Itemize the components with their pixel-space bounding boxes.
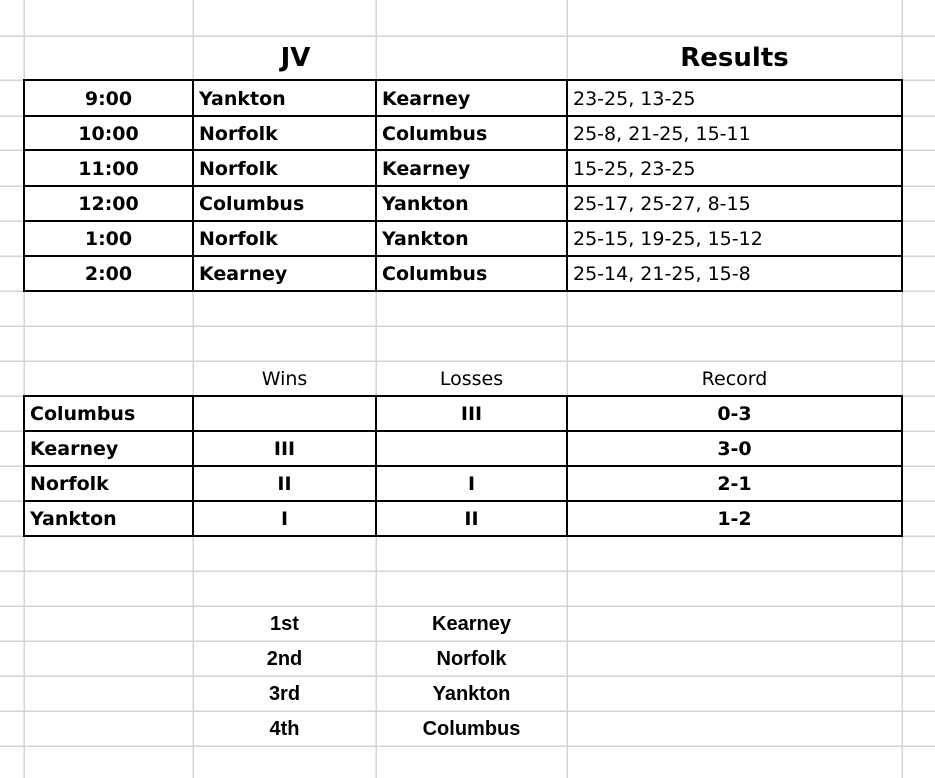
- schedule-team2-cell[interactable]: Kearney: [382, 88, 471, 110]
- schedule-time-cell[interactable]: 1:00: [84, 228, 133, 250]
- placing-team-cell[interactable]: Kearney: [432, 612, 511, 635]
- schedule-team1-cell[interactable]: Norfolk: [199, 122, 278, 145]
- schedule-time-cell[interactable]: 2:00: [84, 263, 133, 285]
- schedule-team2-cell[interactable]: Columbus: [382, 263, 488, 285]
- schedule-result-cell[interactable]: 25-15, 19-25, 15-12: [573, 228, 763, 250]
- standings-team-cell[interactable]: Columbus: [30, 403, 136, 425]
- schedule-team1-cell[interactable]: Norfolk: [199, 228, 278, 250]
- standings-record-cell[interactable]: 3-0: [717, 438, 752, 460]
- record-header: Record: [701, 368, 768, 390]
- standings-losses-cell[interactable]: I: [467, 473, 476, 495]
- schedule-team2-cell[interactable]: Kearney: [382, 157, 471, 180]
- placing-rank-cell[interactable]: 1st: [270, 612, 299, 635]
- results-title: Results: [680, 43, 789, 73]
- schedule-result-cell[interactable]: 25-14, 21-25, 15-8: [573, 263, 751, 285]
- placing-team-cell[interactable]: Norfolk: [436, 647, 507, 670]
- losses-header: Losses: [439, 368, 504, 390]
- standings-wins-cell[interactable]: II: [277, 473, 292, 495]
- standings-wins-cell[interactable]: III: [273, 438, 296, 460]
- schedule-team1-cell[interactable]: Yankton: [199, 88, 286, 110]
- schedule-result-cell[interactable]: 25-17, 25-27, 8-15: [573, 193, 751, 215]
- standings-losses-cell[interactable]: [376, 432, 567, 466]
- schedule-team1-cell[interactable]: Norfolk: [199, 157, 278, 180]
- placing-rank-cell[interactable]: 2nd: [266, 647, 303, 670]
- standings-record-cell[interactable]: 0-3: [717, 403, 752, 425]
- schedule-team1-cell[interactable]: Columbus: [199, 193, 305, 215]
- placing-team-cell[interactable]: Columbus: [422, 717, 521, 740]
- schedule-time-cell[interactable]: 9:00: [84, 88, 133, 110]
- jv-title: JV: [280, 43, 311, 73]
- schedule-team2-cell[interactable]: Yankton: [382, 193, 469, 215]
- placing-team-cell[interactable]: Yankton: [432, 682, 511, 705]
- schedule-team1-cell[interactable]: Kearney: [199, 263, 288, 285]
- schedule-result-cell[interactable]: 23-25, 13-25: [573, 88, 696, 110]
- schedule-team2-cell[interactable]: Yankton: [382, 228, 469, 250]
- wins-header: Wins: [261, 368, 308, 390]
- standings-record-cell[interactable]: 2-1: [717, 473, 752, 495]
- schedule-result-cell[interactable]: 15-25, 23-25: [573, 157, 696, 180]
- standings-wins-cell[interactable]: I: [280, 508, 289, 530]
- placing-rank-cell[interactable]: 4th: [269, 717, 300, 740]
- standings-team-cell[interactable]: Yankton: [30, 508, 117, 530]
- schedule-time-cell[interactable]: 10:00: [78, 122, 139, 145]
- schedule-result-cell[interactable]: 25-8, 21-25, 15-11: [573, 122, 751, 145]
- placing-rank-cell[interactable]: 3rd: [268, 682, 301, 705]
- standings-team-cell[interactable]: Norfolk: [30, 473, 109, 495]
- standings-wins-cell[interactable]: [193, 397, 376, 431]
- schedule-team2-cell[interactable]: Columbus: [382, 122, 488, 145]
- standings-losses-cell[interactable]: II: [464, 508, 479, 530]
- schedule-time-cell[interactable]: 12:00: [78, 193, 139, 215]
- standings-team-cell[interactable]: Kearney: [30, 438, 119, 460]
- standings-losses-cell[interactable]: III: [460, 403, 483, 425]
- schedule-time-cell[interactable]: 11:00: [78, 157, 139, 180]
- standings-record-cell[interactable]: 1-2: [717, 508, 752, 530]
